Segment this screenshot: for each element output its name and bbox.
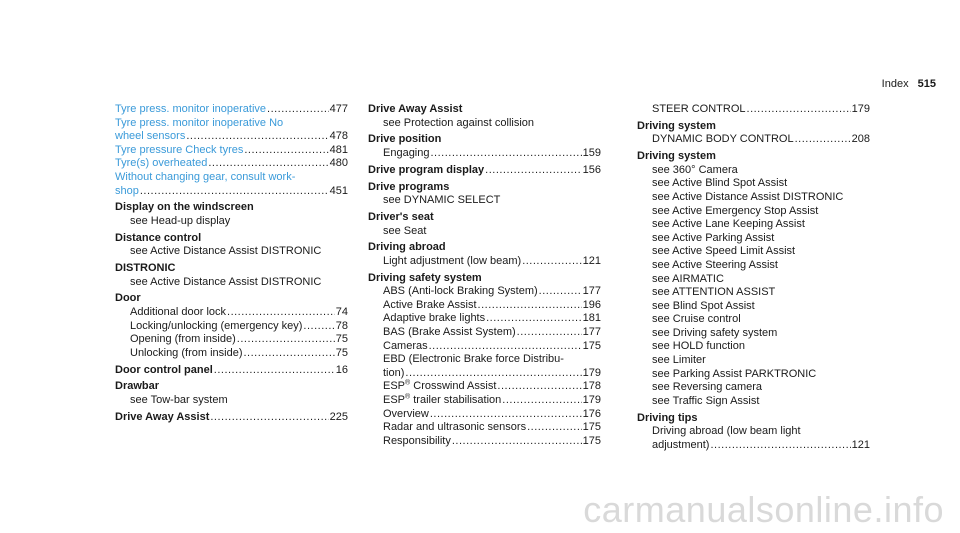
entry-text[interactable]: tion) (383, 366, 405, 379)
entry-text[interactable]: Cameras (383, 339, 428, 352)
dot-leader (747, 103, 851, 117)
index-subentry[interactable] (368, 340, 601, 354)
entry-page: 121 (582, 254, 601, 267)
entry-text[interactable]: Drive program display (368, 163, 485, 176)
entry-text[interactable]: DYNAMIC BODY CONTROL (652, 133, 794, 146)
index-column-2 (368, 103, 601, 448)
dot-leader (452, 435, 582, 449)
index-entry-link[interactable] (115, 185, 348, 199)
see-reference[interactable]: see Active Speed Limit Assist (652, 245, 796, 258)
index-entry-bold[interactable] (115, 364, 348, 378)
entry-page: 181 (582, 312, 601, 325)
index-subentry[interactable] (368, 367, 601, 381)
index-column-3 (637, 103, 870, 452)
index-subentry[interactable] (368, 421, 601, 435)
entry-text[interactable]: Tyre pressure Check tyres (115, 143, 244, 156)
index-heading: Driving tips (637, 411, 698, 424)
index-entry-link[interactable] (115, 144, 348, 158)
entry-page: 175 (582, 421, 601, 434)
index-subentry[interactable] (637, 133, 870, 147)
index-subentry[interactable] (368, 147, 601, 161)
see-reference[interactable]: see DYNAMIC SELECT (383, 194, 501, 207)
see-reference[interactable]: see Cruise control (652, 313, 741, 326)
dot-leader (710, 439, 850, 453)
entry-text[interactable]: Unlocking (from inside) (130, 346, 243, 359)
entry-page: 179 (851, 103, 870, 115)
entry-text[interactable]: Tyre(s) overheated (115, 157, 208, 170)
dot-leader (267, 103, 329, 117)
see-reference[interactable]: see Active Emergency Stop Assist (652, 204, 819, 217)
entry-page: 75 (335, 333, 348, 346)
entry-page: 156 (582, 163, 601, 176)
entry-page: 177 (582, 285, 601, 298)
index-heading: Drive programs (368, 180, 450, 193)
index-heading: Driver's seat (368, 210, 434, 223)
index-entry-bold[interactable] (368, 164, 601, 178)
esp-text: ESP (383, 394, 406, 406)
entry-page: 159 (582, 146, 601, 159)
header-page-number: 515 (917, 78, 936, 90)
dot-leader (539, 285, 582, 299)
registered-mark: ® (405, 379, 411, 387)
dot-leader (214, 364, 335, 378)
entry-text[interactable]: Active Brake Assist (383, 298, 477, 311)
dot-leader (244, 144, 328, 158)
dot-leader (497, 380, 581, 394)
see-reference[interactable]: see Active Blind Spot Assist (652, 177, 788, 190)
index-heading: Display on the windscreen (115, 201, 254, 214)
see-reference[interactable]: see Head-up display (130, 214, 231, 227)
entry-page: 175 (582, 434, 601, 447)
see-reference[interactable]: see Active Distance Assist DISTRONIC (130, 275, 322, 288)
dot-leader (186, 130, 328, 144)
dot-leader (527, 421, 582, 435)
index-heading: Drawbar (115, 380, 160, 393)
esp-text: ESP (383, 380, 406, 393)
entry-page: 477 (329, 103, 348, 115)
entry-page: 451 (329, 184, 348, 197)
page-header (882, 77, 936, 91)
index-heading: DISTRONIC (115, 262, 176, 275)
index-heading: Distance control (115, 231, 202, 244)
entry-text[interactable]: adjustment) (652, 438, 710, 451)
entry-page: 75 (335, 346, 348, 359)
entry-text[interactable]: Locking/unlocking (emergency key) (130, 319, 303, 332)
index-subentry[interactable] (368, 299, 601, 313)
index-subentry[interactable] (368, 435, 601, 449)
index-heading: Drive Away Assist (368, 103, 463, 115)
entry-text[interactable]: Adaptive brake lights (383, 312, 486, 325)
see-reference[interactable]: see Active Distance Assist DISTRONIC (130, 245, 322, 258)
see-reference[interactable]: see Limiter (652, 354, 706, 367)
index-subentry[interactable] (368, 285, 601, 299)
dot-leader (485, 164, 581, 178)
entry-text[interactable]: wheel sensors (115, 130, 186, 143)
dot-leader (429, 340, 582, 354)
dot-leader (795, 133, 851, 147)
index-subentry[interactable] (368, 408, 601, 422)
index-heading: Driving system (637, 119, 716, 132)
entry-text[interactable] (383, 394, 501, 408)
see-reference[interactable]: see Driving safety system (652, 326, 778, 339)
entry-page: 175 (582, 339, 601, 352)
index-entry-link[interactable] (115, 157, 348, 171)
see-reference[interactable]: see Protection against collision (383, 116, 535, 129)
index-entry-bold[interactable] (115, 411, 348, 425)
entry-text[interactable]: Additional door lock (130, 306, 227, 319)
index-entry-link-line[interactable]: Without changing gear, consult work- (115, 170, 296, 183)
index-heading: Driving abroad (368, 241, 446, 254)
see-reference[interactable]: see HOLD function (652, 340, 745, 353)
see-reference[interactable]: see 360° Camera (652, 163, 738, 176)
entry-text-rest: Crosswind Assist (410, 380, 497, 393)
entry-page: 74 (335, 306, 348, 319)
index-entry-link-line[interactable]: Tyre press. monitor inoperative No (115, 116, 284, 129)
entry-page: 121 (851, 438, 870, 451)
see-reference[interactable]: see Blind Spot Assist (652, 299, 755, 312)
entry-page: 208 (851, 133, 870, 146)
dot-leader (303, 320, 334, 334)
see-reference[interactable]: see Parking Assist PARKTRONIC (652, 367, 817, 380)
entry-text[interactable]: shop (115, 184, 139, 197)
index-heading: Driving safety system (368, 271, 482, 284)
dot-leader (210, 411, 328, 425)
index-entry-link[interactable] (115, 130, 348, 144)
dot-leader (478, 299, 582, 313)
index-subentry[interactable] (637, 103, 870, 117)
entry-page: 480 (329, 157, 348, 170)
dot-leader (208, 157, 328, 171)
index-subentry-line[interactable]: EBD (Electronic Brake force Distribu- (383, 353, 564, 366)
see-reference[interactable]: see Active Parking Assist (652, 231, 775, 244)
see-reference[interactable]: see Active Distance Assist DISTRONIC (652, 190, 844, 203)
entry-text[interactable]: STEER CONTROL (652, 103, 746, 115)
index-subentry[interactable] (368, 255, 601, 269)
entry-text[interactable]: Light adjustment (low beam) (383, 254, 522, 267)
entry-page: 179 (582, 366, 601, 379)
see-reference[interactable]: see Traffic Sign Assist (652, 394, 760, 407)
index-subentry-line[interactable]: Driving abroad (low beam light (652, 425, 801, 438)
index-subentry[interactable] (115, 306, 348, 320)
entry-text[interactable]: ABS (Anti-lock Braking System) (383, 285, 538, 298)
registered-mark: ® (405, 393, 411, 401)
dot-leader (227, 306, 335, 320)
see-reference[interactable]: see Tow-bar system (130, 394, 228, 406)
entry-text[interactable]: Responsibility (383, 434, 451, 447)
dot-leader (522, 255, 581, 269)
dot-leader (517, 326, 582, 340)
index-column-1 (115, 103, 348, 424)
entry-text[interactable]: Tyre press. monitor inoperative (115, 103, 267, 115)
index-heading: Driving system (637, 150, 716, 163)
index-subentry[interactable] (368, 394, 601, 408)
entry-page: 16 (335, 363, 348, 376)
index-heading: Door (115, 292, 141, 305)
dot-leader (486, 312, 582, 326)
index-subentry[interactable] (637, 439, 870, 453)
entry-page: 78 (335, 319, 348, 332)
entry-text[interactable]: Engaging (383, 146, 430, 159)
header-label: Index (881, 78, 909, 90)
watermark: carmanualsonline.info (583, 489, 944, 530)
entry-text[interactable]: Overview (383, 407, 429, 420)
index-entry-link[interactable] (115, 103, 348, 117)
see-reference[interactable]: see Active Lane Keeping Assist (652, 218, 805, 231)
dot-leader (431, 147, 582, 161)
dot-leader (237, 333, 335, 347)
entry-page: 179 (582, 394, 601, 406)
entry-text[interactable]: Drive Away Assist (115, 410, 210, 423)
dot-leader (140, 185, 329, 199)
index-subentry[interactable] (115, 320, 348, 334)
index-subentry[interactable] (115, 347, 348, 361)
index-subentry[interactable] (368, 380, 601, 394)
index-heading: Drive position (368, 133, 442, 146)
entry-text-rest: trailer stabilisation (410, 394, 502, 406)
index-subentry[interactable] (115, 333, 348, 347)
index-subentry[interactable] (368, 326, 601, 340)
see-reference[interactable]: see Reversing camera (652, 381, 763, 394)
see-reference[interactable]: see ATTENTION ASSIST (652, 286, 776, 299)
entry-text[interactable] (383, 380, 496, 394)
see-reference[interactable]: see Active Steering Assist (652, 258, 778, 271)
entry-text[interactable]: Opening (from inside) (130, 333, 236, 346)
index-subentry[interactable] (368, 312, 601, 326)
entry-page: 196 (582, 298, 601, 311)
dot-leader (243, 347, 334, 361)
entry-page: 178 (582, 380, 601, 393)
entry-page: 177 (582, 326, 601, 339)
see-reference[interactable]: see Seat (383, 224, 427, 237)
dot-leader (430, 408, 582, 422)
dot-leader (405, 367, 581, 381)
entry-text[interactable]: Radar and ultrasonic sensors (383, 421, 527, 434)
entry-page: 478 (329, 130, 348, 143)
entry-page: 176 (582, 407, 601, 420)
entry-page: 225 (329, 410, 348, 423)
entry-text[interactable]: BAS (Brake Assist System) (383, 326, 516, 339)
see-reference[interactable]: see AIRMATIC (652, 272, 724, 285)
entry-page: 481 (329, 143, 348, 156)
entry-text[interactable]: Door control panel (115, 363, 213, 376)
dot-leader (502, 394, 581, 408)
